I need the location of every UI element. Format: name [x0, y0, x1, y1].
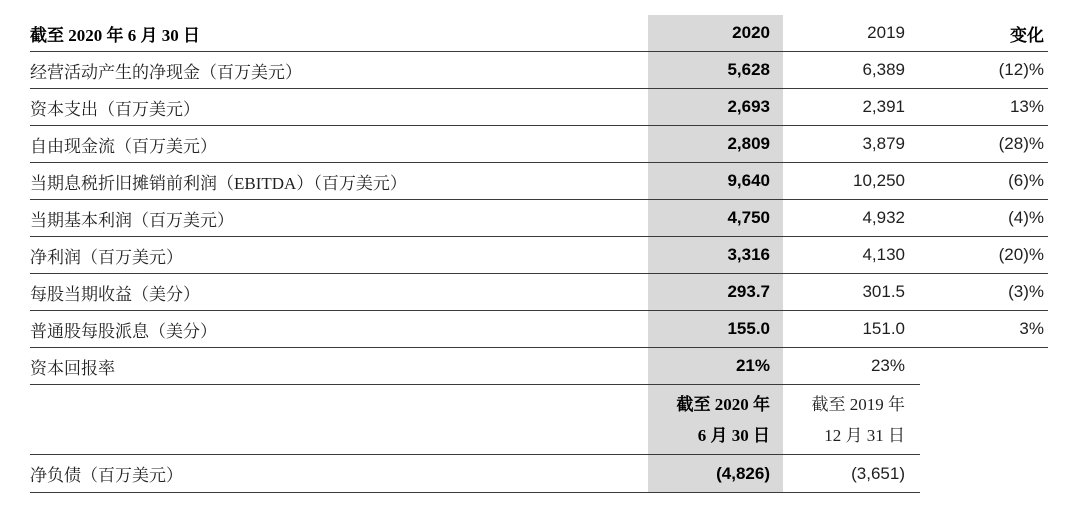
table-row-capital-expenditure: [30, 89, 1048, 126]
row-label: 每股当期收益（美分）: [30, 274, 648, 311]
subheader-asof-2020-line2: 6 月 30 日: [697, 425, 770, 445]
subheader-asof-2020: [648, 385, 783, 455]
row-label: 经营活动产生的净现金（百万美元）: [30, 52, 648, 89]
table-row-ebitda: [30, 163, 1048, 200]
subheader-empty-cell: [30, 385, 648, 455]
value-2020: 4,750: [648, 200, 783, 237]
value-2020: 155.0: [648, 311, 783, 348]
header-col-2020: 2020: [648, 15, 783, 52]
value-change: [920, 455, 1048, 493]
value-2020: 2,809: [648, 126, 783, 163]
value-2020: 2,693: [648, 89, 783, 126]
financial-summary-table: [30, 15, 1048, 493]
value-2019: 2,391: [783, 89, 920, 126]
value-change: 3%: [920, 311, 1048, 348]
table-subheader-row: [30, 385, 1048, 455]
row-label: 净负债（百万美元）: [30, 455, 648, 493]
table-row-net-profit: [30, 237, 1048, 274]
table-row-dividend-per-share: [30, 311, 1048, 348]
value-change: [920, 348, 1048, 385]
table-row-underlying-profit: [30, 200, 1048, 237]
value-2019: 151.0: [783, 311, 920, 348]
value-2019: 6,389: [783, 52, 920, 89]
row-label: 资本回报率: [30, 348, 648, 385]
value-2020: (4,826): [648, 455, 783, 493]
row-label: 自由现金流（百万美元）: [30, 126, 648, 163]
table-header-row: [30, 15, 1048, 52]
table-row-net-cash-from-operations: [30, 52, 1048, 89]
value-2020: 3,316: [648, 237, 783, 274]
value-2020: 293.7: [648, 274, 783, 311]
value-change: 13%: [920, 89, 1048, 126]
value-2020: 9,640: [648, 163, 783, 200]
header-col-2019: 2019: [783, 15, 920, 52]
table-row-net-debt: [30, 455, 1048, 493]
value-2020: 5,628: [648, 52, 783, 89]
table-row-earnings-per-share: [30, 274, 1048, 311]
value-2019: (3,651): [783, 455, 920, 493]
row-label: 当期基本利润（百万美元）: [30, 200, 648, 237]
subheader-asof-2019-line1: 截至 2019 年: [811, 394, 905, 414]
table-row-free-cash-flow: [30, 126, 1048, 163]
value-change: (28)%: [920, 126, 1048, 163]
row-label: 资本支出（百万美元）: [30, 89, 648, 126]
value-2019: 3,879: [783, 126, 920, 163]
subheader-asof-2019: [783, 385, 920, 455]
value-change: (12)%: [920, 52, 1048, 89]
row-label: 当期息税折旧摊销前利润（EBITDA）（百万美元）: [30, 163, 648, 200]
subheader-change-empty: [920, 385, 1048, 455]
value-2020: 21%: [648, 348, 783, 385]
value-2019: 301.5: [783, 274, 920, 311]
subheader-asof-2020-line1: 截至 2020 年: [676, 394, 770, 414]
value-change: (6)%: [920, 163, 1048, 200]
row-label: 普通股每股派息（美分）: [30, 311, 648, 348]
value-2019: 23%: [783, 348, 920, 385]
subheader-asof-2019-line2: 12 月 31 日: [824, 425, 905, 445]
header-period-label: 截至 2020 年 6 月 30 日: [30, 15, 648, 52]
header-col-change: 变化: [920, 15, 1048, 52]
value-2019: 4,932: [783, 200, 920, 237]
table-row-return-on-capital: [30, 348, 1048, 385]
value-change: (3)%: [920, 274, 1048, 311]
row-label: 净利润（百万美元）: [30, 237, 648, 274]
value-change: (20)%: [920, 237, 1048, 274]
value-2019: 10,250: [783, 163, 920, 200]
value-2019: 4,130: [783, 237, 920, 274]
value-change: (4)%: [920, 200, 1048, 237]
